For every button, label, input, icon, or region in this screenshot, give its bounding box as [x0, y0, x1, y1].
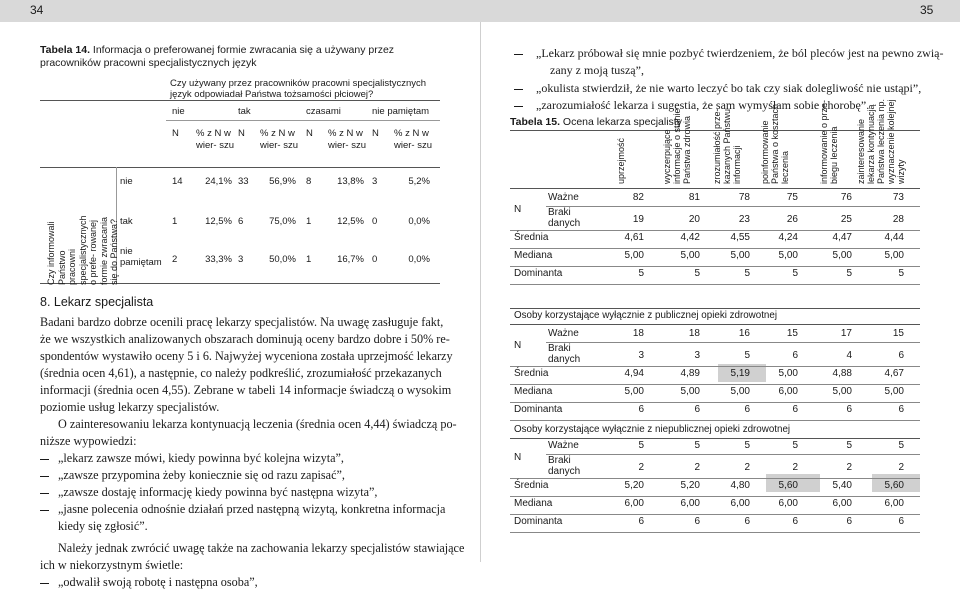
- table-cell: 5: [638, 440, 644, 451]
- table-cell: 5,00: [680, 250, 700, 261]
- row-label: Mediana: [514, 386, 553, 397]
- row-label: Dominanta: [514, 404, 563, 415]
- section-title-private: Osoby korzystające wyłącznie z niepublicznej opieki zdrowotnej: [514, 424, 791, 435]
- table-cell: 19: [632, 214, 644, 225]
- quote-line: „okulista stwierdził, że nie warto leczyć bo tak czy siak dolegliwość nie ustąpi”,: [536, 81, 922, 95]
- table-cell: 78: [738, 192, 750, 203]
- table-row-label: nie: [120, 176, 133, 187]
- rule: [510, 420, 920, 421]
- quote-line: zany z moją tuszą”,: [550, 63, 644, 77]
- bullet-dash: [514, 106, 523, 107]
- table-cell: 5,20: [624, 480, 644, 491]
- rule: [510, 402, 920, 403]
- table-cell: 33,3%: [205, 254, 232, 265]
- quote-line: „zawsze dostaję informację kiedy powinna być następna wizyta”,: [58, 485, 378, 499]
- table-cell: 5,00: [624, 386, 644, 397]
- table-cell: 5: [898, 268, 904, 279]
- col-group-nie: nie: [172, 106, 185, 117]
- table-cell: 6: [846, 516, 852, 527]
- table-cell: 5,00: [832, 250, 852, 261]
- table-cell: 6: [792, 350, 798, 361]
- table-cell: 5: [744, 268, 750, 279]
- paragraph-line: spondentów wystawiło oceny 5 i 6. Najwyżej wyceniona została uprzejmość lekarzy: [40, 349, 453, 363]
- paragraph-line: niższe wypowiedzi:: [40, 434, 137, 448]
- rule: [510, 230, 920, 231]
- row-label: Dominanta: [514, 268, 563, 279]
- table-cell: 5: [744, 440, 750, 451]
- rule: [40, 100, 440, 101]
- table-cell: 0: [372, 216, 378, 227]
- table-cell: 12,5%: [205, 216, 232, 227]
- table-cell: 1: [306, 254, 312, 265]
- table-cell: 2: [744, 462, 750, 473]
- col-group-nie-pamietam: nie pamiętam: [372, 106, 430, 117]
- table-cell: 13,8%: [337, 176, 364, 187]
- table-cell: 20: [688, 214, 700, 225]
- paragraph-line: Należy jednak zwrócić uwagę także na zachowania lekarzy specjalistów stawiające: [58, 541, 465, 555]
- table-cell: 6: [792, 404, 798, 415]
- rule: [510, 438, 920, 439]
- sub-pct: % z N w wier- szu: [328, 128, 367, 151]
- table-cell: 15: [786, 328, 798, 339]
- table-cell: 4,47: [832, 232, 852, 243]
- table14-caption-label: Tabela 14.: [40, 44, 90, 56]
- table-cell: 2: [638, 462, 644, 473]
- table-cell: 6: [238, 216, 244, 227]
- table-cell: 4,44: [884, 232, 904, 243]
- column-header: lekarza kontynuacją: [866, 104, 876, 184]
- table-cell: 4,88: [832, 368, 852, 379]
- row-label-n: N: [514, 340, 522, 351]
- table-cell: 75,0%: [269, 216, 296, 227]
- table-cell: 5,19: [730, 368, 750, 379]
- table-cell: 5: [694, 440, 700, 451]
- table-cell: 76: [840, 192, 852, 203]
- bullet-dash: [40, 459, 49, 460]
- quote-line: kiedy się zgłosić”.: [58, 519, 148, 533]
- quote-line: „jasne polecenia odnośnie działań przed następną wizytą, konkretna informacja: [58, 502, 446, 516]
- paragraph-line: Badani bardzo dobrze ocenili pracę lekarzy specjalistów. Na uwagę zasługuje fakt,: [40, 315, 444, 329]
- quote-line: „Lekarz próbował się mnie pozbyć twierdzeniem, że ból pleców jest na pewno zwią-: [536, 46, 944, 60]
- table-cell: 6: [638, 516, 644, 527]
- table-cell: 6: [638, 404, 644, 415]
- table-cell: 16,7%: [337, 254, 364, 265]
- table-cell: 6,00: [624, 498, 644, 509]
- table-cell: 5: [694, 268, 700, 279]
- column-header: wyczerpujące: [662, 129, 672, 184]
- table-cell: 8: [306, 176, 312, 187]
- column-header: wizyty: [896, 159, 906, 184]
- table15-caption-text: Ocena lekarza specjalisty: [562, 116, 682, 128]
- rule: [510, 366, 920, 367]
- table-cell: 5,00: [778, 368, 798, 379]
- table-cell: 4: [846, 350, 852, 361]
- table-cell: 4,55: [730, 232, 750, 243]
- table-cell: 6: [898, 350, 904, 361]
- table-row-label: nie pamiętam: [120, 246, 162, 268]
- table-cell: 73: [892, 192, 904, 203]
- table-cell: 2: [846, 462, 852, 473]
- row-label: Ważne: [548, 328, 579, 339]
- bullet-dash: [40, 583, 49, 584]
- row-label: Średnia: [514, 480, 549, 491]
- table-cell: 18: [688, 328, 700, 339]
- rule: [510, 324, 920, 325]
- table-cell: 5,60: [778, 480, 798, 491]
- bullet-dash: [40, 476, 49, 477]
- table-cell: 5: [898, 440, 904, 451]
- paragraph-line: (średnia ocen 4,61), a następnie, co należy podkreślić, zrozumiałość przekazanych: [40, 366, 442, 380]
- sub-n: N: [238, 128, 245, 139]
- row-label: Braki danych: [548, 207, 581, 229]
- rule: [510, 384, 920, 385]
- table-cell: 0,0%: [408, 216, 430, 227]
- quote-line: „odwalił swoją robotę i następna osoba”,: [58, 575, 258, 589]
- table-cell: 5: [846, 268, 852, 279]
- table-cell: 5,00: [624, 250, 644, 261]
- table-cell: 6: [744, 516, 750, 527]
- table-cell: 26: [786, 214, 798, 225]
- table-cell: 6: [898, 404, 904, 415]
- table-cell: 4,61: [624, 232, 644, 243]
- table-cell: 6: [744, 404, 750, 415]
- table-cell: 6: [898, 516, 904, 527]
- column-header: Państwa zdrowia: [682, 115, 692, 184]
- table-cell: 16: [738, 328, 750, 339]
- page-number-left: 34: [30, 3, 44, 17]
- table-cell: 4,94: [624, 368, 644, 379]
- rule: [510, 514, 920, 515]
- paragraph-line: ich w niekorzystnym świetle:: [40, 558, 184, 572]
- table14-column-question: Czy używany przez pracowników pracowni specjalistycznych język odpowiadał Państwa tożsamości płciowej?: [170, 78, 427, 100]
- table-cell: 5,00: [730, 250, 750, 261]
- table-cell: 5,00: [884, 386, 904, 397]
- quote-line: „zawsze przypomina żeby koniecznie się od razu zapisać”,: [58, 468, 345, 482]
- table-cell: 5,00: [832, 386, 852, 397]
- quote-line: „zarozumiałość lekarza i sugestia, że sam wymyślam sobie chorobę”.: [536, 98, 870, 112]
- row-label: Ważne: [548, 192, 579, 203]
- table-cell: 5,00: [884, 250, 904, 261]
- table-cell: 5,00: [680, 386, 700, 397]
- table-cell: 75: [786, 192, 798, 203]
- sub-pct: % z N w wier- szu: [260, 128, 299, 151]
- column-header: zrozumiałość prze-: [712, 108, 722, 184]
- row-label: Ważne: [548, 440, 579, 451]
- rule: [510, 496, 920, 497]
- table-cell: 5,60: [884, 480, 904, 491]
- table-cell: 24,1%: [205, 176, 232, 187]
- paragraph-line: poziomie usług lekarzy specjalistów.: [40, 400, 220, 414]
- table-cell: 4,89: [680, 368, 700, 379]
- table-cell: 5,20: [680, 480, 700, 491]
- rule: [510, 308, 920, 309]
- rule: [546, 206, 920, 207]
- table-cell: 81: [688, 192, 700, 203]
- table-cell: 82: [632, 192, 644, 203]
- table-cell: 17: [840, 328, 852, 339]
- table-cell: 5: [792, 268, 798, 279]
- table-cell: 14: [172, 176, 183, 187]
- table-cell: 5: [744, 350, 750, 361]
- quote-line: „lekarz zawsze mówi, kiedy powinna być kolejna wizyta”,: [58, 451, 344, 465]
- column-header: informowanie o prze-: [819, 99, 829, 184]
- row-label: Mediana: [514, 498, 553, 509]
- row-label-n: N: [514, 452, 522, 463]
- table-cell: 56,9%: [269, 176, 296, 187]
- rule: [510, 248, 920, 249]
- table-cell: 0: [372, 254, 378, 265]
- table-cell: 6: [694, 404, 700, 415]
- table-cell: 2: [694, 462, 700, 473]
- table-cell: 0,0%: [408, 254, 430, 265]
- table-cell: 6: [694, 516, 700, 527]
- rule: [166, 120, 440, 121]
- table-row-label: tak: [120, 216, 133, 227]
- bullet-dash: [40, 493, 49, 494]
- column-header: uprzejmość: [616, 137, 626, 184]
- table-cell: 6,00: [730, 498, 750, 509]
- row-label: Mediana: [514, 250, 553, 261]
- table-cell: 2: [792, 462, 798, 473]
- row-label: Braki danych: [548, 343, 581, 365]
- column-header: biegu leczenia: [829, 126, 839, 184]
- table15-caption: [510, 116, 682, 129]
- row-label: Braki danych: [548, 455, 581, 477]
- table-cell: 3: [238, 254, 244, 265]
- rule: [510, 284, 920, 285]
- rule: [40, 167, 440, 168]
- table-cell: 4,67: [884, 368, 904, 379]
- sub-n: N: [372, 128, 379, 139]
- table-cell: 50,0%: [269, 254, 296, 265]
- bullet-dash: [40, 510, 49, 511]
- bullet-dash: [514, 89, 523, 90]
- table-cell: 12,5%: [337, 216, 364, 227]
- table-cell: 25: [840, 214, 852, 225]
- col-group-tak: tak: [238, 106, 251, 117]
- column-header: poinformowanie: [760, 120, 770, 184]
- table-cell: 6,00: [778, 386, 798, 397]
- rule: [546, 454, 920, 455]
- sub-n: N: [306, 128, 313, 139]
- table-cell: 18: [632, 328, 644, 339]
- row-label: Średnia: [514, 232, 549, 243]
- table-cell: 6: [846, 404, 852, 415]
- sub-pct: % z N w wier- szu: [196, 128, 235, 151]
- table-cell: 33: [238, 176, 249, 187]
- table15-caption-label: Tabela 15.: [510, 116, 560, 128]
- table-cell: 15: [892, 328, 904, 339]
- table-cell: 23: [738, 214, 750, 225]
- table-cell: 6,00: [680, 498, 700, 509]
- paragraph-line: informacji (średnia ocen 4,55). Zebrane w tabeli 14 informacje świadczą o wysokim: [40, 383, 452, 397]
- page-number-right: 35: [920, 3, 934, 17]
- table-cell: 4,24: [778, 232, 798, 243]
- table-cell: 5,00: [730, 386, 750, 397]
- table-cell: 6,00: [884, 498, 904, 509]
- table-cell: 2: [172, 254, 178, 265]
- table-cell: 6,00: [778, 498, 798, 509]
- table-cell: 3: [372, 176, 378, 187]
- sub-n: N: [172, 128, 179, 139]
- table-cell: 1: [306, 216, 312, 227]
- column-header: Państwa o kosztach: [770, 103, 780, 184]
- table-cell: 3: [638, 350, 644, 361]
- table-cell: 6,00: [832, 498, 852, 509]
- page-header-band: [0, 0, 960, 22]
- row-label-n: N: [514, 204, 522, 215]
- table-cell: 5,40: [832, 480, 852, 491]
- table-cell: 5,00: [778, 250, 798, 261]
- row-label: Dominanta: [514, 516, 563, 527]
- page-gutter: [480, 22, 481, 562]
- rule: [510, 532, 920, 533]
- column-header: kazanych Państwu: [722, 108, 732, 184]
- table-cell: 5: [846, 440, 852, 451]
- column-header: informacji: [732, 145, 742, 184]
- rule: [510, 188, 920, 189]
- table-cell: 2: [898, 462, 904, 473]
- sub-pct: % z N w wier- szu: [394, 128, 433, 151]
- bullet-dash: [514, 54, 523, 55]
- col-group-czasami: czasami: [306, 106, 341, 117]
- rule: [510, 478, 920, 479]
- table-cell: 5: [638, 268, 644, 279]
- table-cell: 1: [172, 216, 178, 227]
- table-cell: 5,2%: [408, 176, 430, 187]
- table-cell: 4,42: [680, 232, 700, 243]
- table-cell: 4,80: [730, 480, 750, 491]
- column-header: wyznaczenie kolejnej: [886, 99, 896, 184]
- table14-row-question: Czy informowali Państwo pracowni specjalistycznych o prefe- rowanej formie zwracania się do Państwa?: [46, 215, 119, 285]
- table-cell: 28: [892, 214, 904, 225]
- rule: [546, 342, 920, 343]
- column-header: leczenia: [780, 150, 790, 184]
- row-label: Średnia: [514, 368, 549, 379]
- paragraph-line: że we wszystkich analizowanych obszarach dominują oceny bardzo dobre i 50% re-: [40, 332, 450, 346]
- column-header: Państwa leczenia np.: [876, 98, 886, 184]
- column-header: informacje o stanie: [672, 108, 682, 184]
- table-cell: 5: [792, 440, 798, 451]
- section-title-public: Osoby korzystające wyłącznie z publicznej opieki zdrowotnej: [514, 310, 778, 321]
- table14-caption: [40, 44, 440, 70]
- table-cell: 6: [792, 516, 798, 527]
- column-header: zainteresowanie: [856, 118, 866, 184]
- table-cell: 3: [694, 350, 700, 361]
- rule: [510, 266, 920, 267]
- paragraph-line: O zainteresowaniu lekarza kontynuacją leczenia (średnia ocen 4,44) świadczą po-: [58, 417, 457, 431]
- section8-heading: 8. Lekarz specjalista: [40, 295, 154, 309]
- table14-caption-text: Informacja o preferowanej formie zwracania się a używany przez pracowników pracowni specjalistycznych język: [40, 44, 395, 69]
